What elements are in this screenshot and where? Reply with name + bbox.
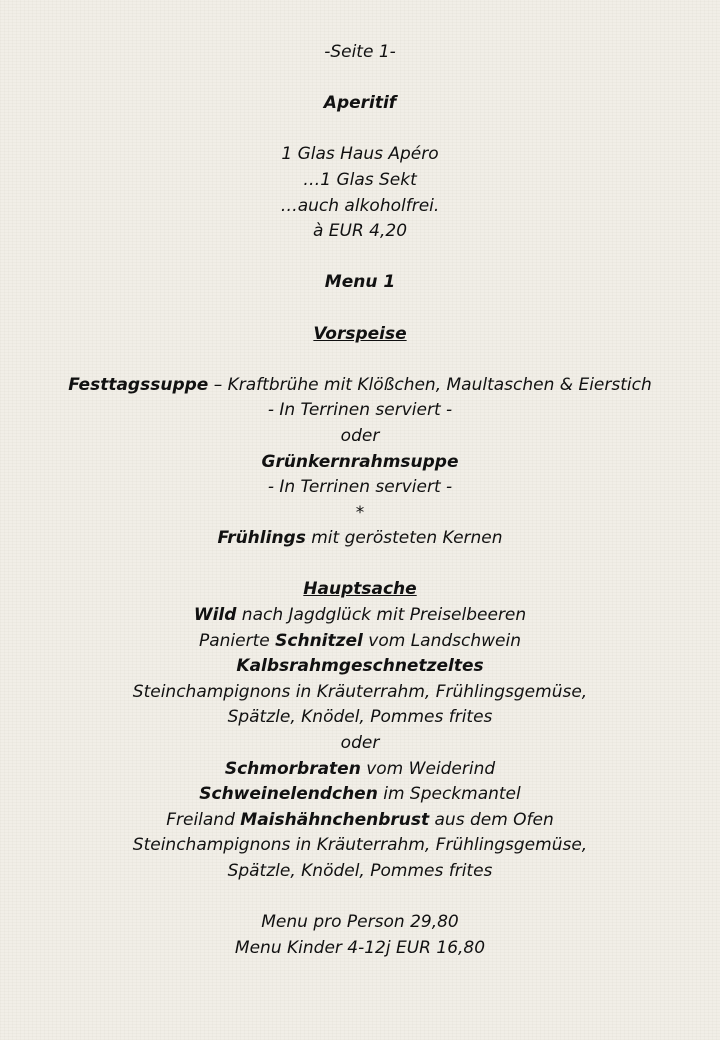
sides-line: Spätzle, Knödel, Pommes frites [227, 861, 493, 881]
wild-name: Wild [193, 605, 237, 626]
mais-name: Maishähnchenbrust [240, 809, 430, 830]
schnitzel-name: Schnitzel [275, 630, 363, 651]
salad-line [0, 526, 720, 552]
aperitif-line: 1 Glas Haus Apéro [281, 144, 439, 165]
schnitzel-line [0, 629, 720, 655]
soup1-line [0, 373, 720, 399]
wild-desc: nach Jagdglück mit Preiselbeeren [236, 605, 527, 626]
lende-line [0, 782, 720, 808]
mais-desc: aus dem Ofen [429, 809, 554, 830]
schnitzel-desc: vom Landschwein [362, 630, 521, 651]
lende-desc: im Speckmantel [377, 784, 521, 805]
serving-note: - In Terrinen serviert - [267, 400, 453, 421]
or-text: oder [340, 733, 380, 754]
aperitif-heading: Aperitif [323, 93, 397, 114]
kalbs-name: Kalbsrahmgeschnetzeltes [236, 656, 484, 677]
soup2-name: Grünkernrahmsuppe [261, 451, 459, 472]
schnitzel-pre: Panierte [198, 630, 276, 651]
wild-line [0, 603, 720, 629]
sides-line: Steinchampignons in Kräuterrahm, Frühlingsgemüse, [132, 681, 588, 702]
lende-name: Schweinelendchen [199, 784, 378, 805]
aperitif-price: à EUR 4,20 [312, 221, 408, 242]
sides-line: Steinchampignons in Kräuterrahm, Frühlingsgemüse, [132, 835, 588, 856]
mais-line [0, 808, 720, 834]
separator-asterisk: * [355, 502, 365, 523]
serving-note: - In Terrinen serviert - [267, 477, 453, 498]
schmor-name: Schmorbraten [224, 758, 361, 779]
schmor-desc: vom Weiderind [360, 758, 496, 779]
soup1-desc: – Kraftbrühe mit Klößchen, Maultaschen & Eierstich [208, 374, 652, 395]
or-text: oder [340, 425, 380, 446]
salad-desc: mit gerösteten Kernen [305, 528, 503, 549]
salad-name: Frühlings [217, 528, 306, 549]
price-child: Menu Kinder 4-12j EUR 16,80 [234, 937, 486, 958]
schmor-line [0, 757, 720, 783]
soup1-name: Festtagssuppe [68, 374, 209, 395]
aperitif-line: …1 Glas Sekt [303, 169, 417, 190]
mais-pre: Freiland [166, 809, 241, 830]
aperitif-line: …auch alkoholfrei. [280, 195, 440, 216]
page-label: -Seite 1- [324, 42, 396, 62]
sides-line: Spätzle, Knödel, Pommes frites [227, 707, 493, 728]
hauptsache-heading: Hauptsache [303, 579, 417, 600]
menu-page [0, 40, 720, 961]
vorspeise-heading: Vorspeise [313, 323, 407, 344]
price-adult: Menu pro Person 29,80 [261, 912, 459, 933]
menu-title: Menu 1 [324, 272, 396, 293]
